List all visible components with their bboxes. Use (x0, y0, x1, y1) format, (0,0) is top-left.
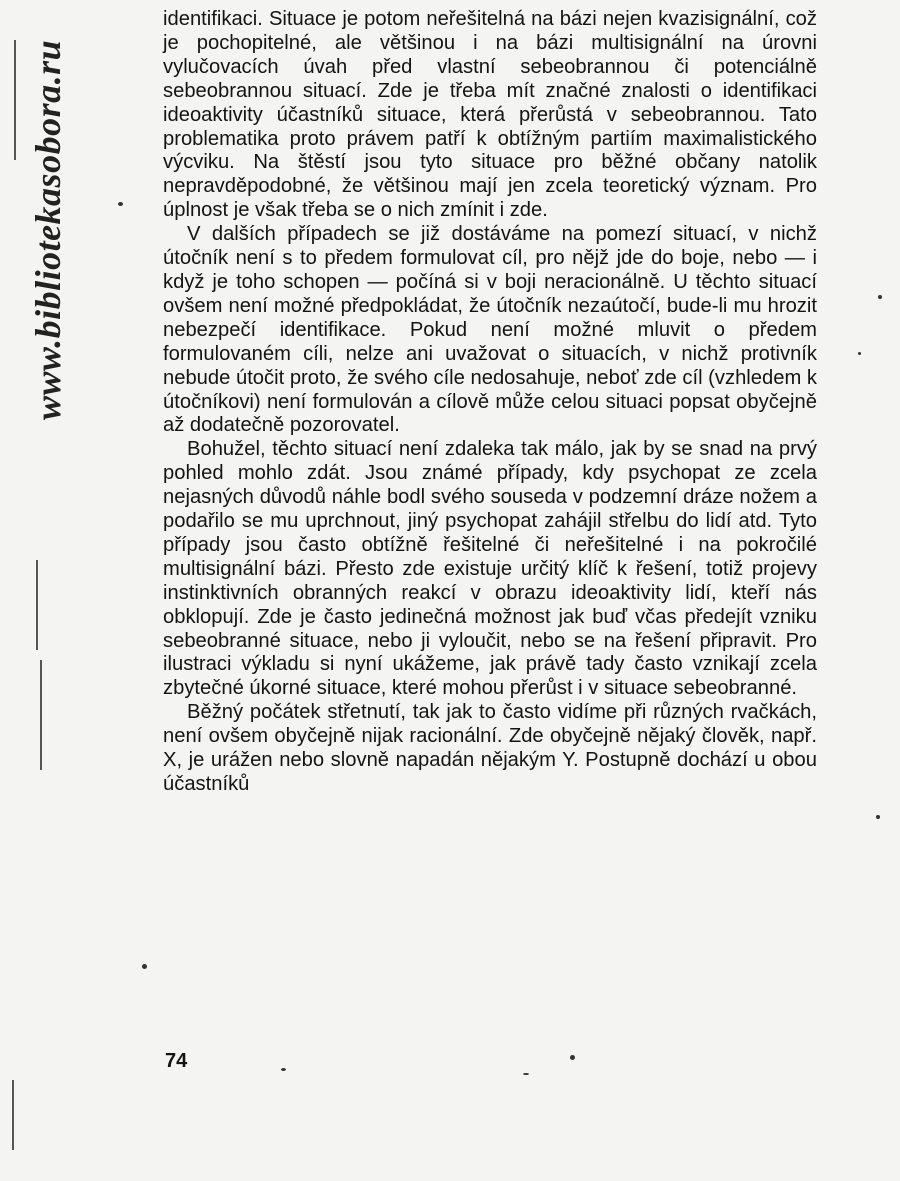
scan-speck (876, 815, 880, 819)
scan-speck (118, 202, 123, 206)
paragraph: Běžný počátek střetnutí, tak jak to často vidíme při různých rvačkách, není ovšem obyčejně nijak racionální. Zde obyčejně nějaký člověk, např. X, je urážen nebo slovně napadán nějakým Y. Postupně dochází u obou účastníků (163, 701, 817, 795)
paragraph: identifikaci. Situace je potom neřešitelná na bázi nejen kvazisignální, což je pochopitelné, ale většinou i na bázi multisignální na úrovni vylučovacích úvah před vlastní sebeobrannou či potenciálně sebeobrannou situací. Zde je třeba mít značné znalosti o identifikaci ideoaktivity účastníků situace, která přerůstá v sebeobrannou. Tato problematika proto právem patří k obtížným partiím maximalistického výcviku. Na štěstí jsou tyto situace pro běžné občany natolik nepravděpodobné, že většinou mají jen zcela teoretický význam. Pro úplnost je však třeba se o nich zmínit i zde. (163, 8, 817, 222)
scan-speck (281, 1068, 286, 1071)
body-text (163, 8, 817, 797)
scan-margin-line (14, 40, 16, 160)
scan-margin-line (36, 560, 38, 650)
watermark-text: www.bibliotekasobora.ru (28, 39, 68, 421)
page-number: 74 (165, 1050, 188, 1072)
paragraph: Bohužel, těchto situací není zdaleka tak málo, jak by se snad na prvý pohled mohlo zdát. Jsou známé případy, kdy psychopat ze zcela nejasných důvodů náhle bodl svého souseda v podzemní dráze nožem a podařilo se mu uprchnout, jiný psychopat zahájil střelbu do lidí atd. Tyto případy jsou často obtížně řešitelné či neřešitelné i na pokročilé multisignální bázi. Přesto zde existuje určitý klíč k řešení, totiž projevy instinktivních obranných reakcí v obrazu ideoaktivity lidí, kteří nás obklopují. Zde je často jedinečná možnost jak buď včas předejít vzniku sebeobranné situace, nebo ji vyloučit, nebo se na řešení připravit. Pro ilustraci výkladu si nyní ukážeme, jak právě tady často vznikají zcela zbytečné úkorné situace, které mohou přerůst i v situace sebeobranné. (163, 438, 817, 700)
scan-margin-line (12, 1080, 14, 1150)
paragraph: V dalších případech se již dostáváme na pomezí situací, v nichž útočník není s to předem formulovat cíl, pro nějž jde do boje, nebo — i když je toho schopen — počíná si v boji neracionálně. U těchto situací ovšem není možné předpokládat, že útočník nezaútočí, bude-li mu hrozit nebezpečí identifikace. Pokud není možné mluvit o předem formulovaném cíli, nelze ani uvažovat o situacích, v nichž protivník nebude útočit proto, že svého cíle nedosahuje, neboť zde cíl (vzhledem k útočníkovi) není formulován a cílově může celou situaci popsat obyčejně až dodatečně pozorovatel. (163, 223, 817, 437)
scan-speck (523, 1073, 529, 1075)
scan-speck (570, 1055, 575, 1060)
scan-margin-line (40, 660, 42, 770)
scan-speck (858, 352, 861, 355)
scan-speck (878, 295, 882, 299)
scan-speck (142, 964, 147, 969)
